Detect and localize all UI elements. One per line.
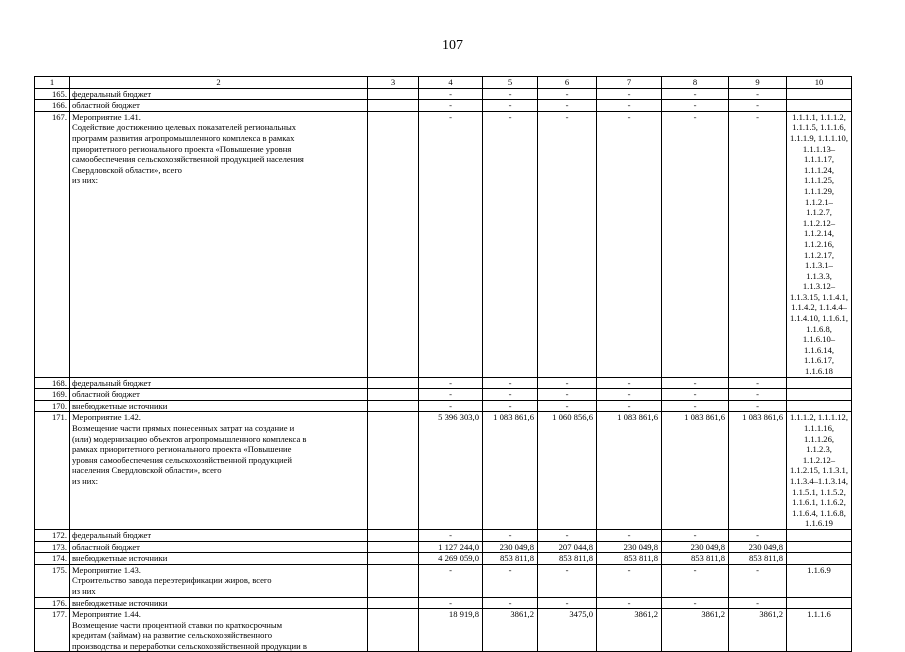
- cell-col-6: 853 811,8: [538, 553, 597, 565]
- cell-col-5: 1 083 861,6: [483, 412, 538, 530]
- row-description: федеральный бюджет: [70, 88, 368, 100]
- cell-col-9: -: [729, 100, 787, 112]
- cell-col-6: -: [538, 389, 597, 401]
- cell-col-7: -: [597, 88, 662, 100]
- cell-col-5: -: [483, 529, 538, 541]
- row-description: Мероприятие 1.43. Строительство завода переэтерификации жиров, всего из них: [70, 564, 368, 597]
- column-header: 6: [538, 77, 597, 89]
- table-row: [35, 564, 852, 597]
- cell-col-9: -: [729, 111, 787, 377]
- cell-col-9: -: [729, 529, 787, 541]
- table-header-row: [35, 77, 852, 89]
- cell-col-4: -: [419, 88, 483, 100]
- cell-col-10: 1.1.6.9: [787, 564, 852, 597]
- column-header: 2: [70, 77, 368, 89]
- cell-col-8: -: [662, 529, 729, 541]
- cell-col-8: 3861,2: [662, 609, 729, 652]
- table-row: [35, 100, 852, 112]
- table-row: [35, 377, 852, 389]
- row-number: 172.: [35, 529, 70, 541]
- cell-col-3: [368, 111, 419, 377]
- row-description: федеральный бюджет: [70, 377, 368, 389]
- cell-col-10: [787, 597, 852, 609]
- cell-col-4: -: [419, 400, 483, 412]
- table-row: [35, 412, 852, 530]
- cell-col-8: -: [662, 377, 729, 389]
- cell-col-5: -: [483, 377, 538, 389]
- cell-col-9: -: [729, 389, 787, 401]
- cell-col-9: 853 811,8: [729, 553, 787, 565]
- cell-col-5: -: [483, 389, 538, 401]
- table-row: [35, 111, 852, 377]
- cell-col-8: -: [662, 389, 729, 401]
- cell-col-8: -: [662, 597, 729, 609]
- row-number: 167.: [35, 111, 70, 377]
- cell-col-9: 1 083 861,6: [729, 412, 787, 530]
- table-row: [35, 400, 852, 412]
- cell-col-5: 3861,2: [483, 609, 538, 652]
- column-header: 9: [729, 77, 787, 89]
- column-header: 8: [662, 77, 729, 89]
- cell-col-5: 230 049,8: [483, 541, 538, 553]
- cell-col-4: 1 127 244,0: [419, 541, 483, 553]
- cell-col-8: -: [662, 111, 729, 377]
- cell-col-4: -: [419, 389, 483, 401]
- cell-col-4: -: [419, 564, 483, 597]
- table-row: [35, 88, 852, 100]
- column-header: 1: [35, 77, 70, 89]
- row-number: 174.: [35, 553, 70, 565]
- cell-col-6: -: [538, 88, 597, 100]
- cell-col-6: -: [538, 564, 597, 597]
- row-number: 165.: [35, 88, 70, 100]
- column-header: 5: [483, 77, 538, 89]
- cell-col-10: [787, 400, 852, 412]
- table-row: [35, 541, 852, 553]
- cell-col-9: -: [729, 597, 787, 609]
- row-number: 168.: [35, 377, 70, 389]
- cell-col-10: [787, 88, 852, 100]
- cell-col-10: [787, 389, 852, 401]
- cell-col-6: 207 044,8: [538, 541, 597, 553]
- row-description: внебюджетные источники: [70, 597, 368, 609]
- cell-col-4: -: [419, 529, 483, 541]
- cell-col-10: [787, 377, 852, 389]
- cell-col-7: -: [597, 400, 662, 412]
- cell-col-3: [368, 564, 419, 597]
- cell-col-3: [368, 541, 419, 553]
- cell-col-10: 1.1.1.2, 1.1.1.12, 1.1.1.16, 1.1.1.26, 1.1.2.3, 1.1.2.12– 1.1.2.15, 1.1.3.1, 1.1.3.4–1.1.3.14, 1.1.5.1, 1.1.5.2, 1.1.6.1, 1.1.6.2, 1.1.6.4, 1.1.6.8, 1.1.6.19: [787, 412, 852, 530]
- column-header: 10: [787, 77, 852, 89]
- cell-col-4: 4 269 059,0: [419, 553, 483, 565]
- cell-col-10: 1.1.1.6: [787, 609, 852, 652]
- cell-col-5: -: [483, 111, 538, 377]
- cell-col-6: -: [538, 100, 597, 112]
- cell-col-5: 853 811,8: [483, 553, 538, 565]
- cell-col-5: -: [483, 597, 538, 609]
- column-header: 7: [597, 77, 662, 89]
- cell-col-9: 3861,2: [729, 609, 787, 652]
- cell-col-10: [787, 541, 852, 553]
- cell-col-7: -: [597, 564, 662, 597]
- cell-col-6: -: [538, 377, 597, 389]
- cell-col-6: -: [538, 111, 597, 377]
- row-description: областной бюджет: [70, 541, 368, 553]
- cell-col-3: [368, 609, 419, 652]
- cell-col-9: -: [729, 377, 787, 389]
- cell-col-5: -: [483, 100, 538, 112]
- cell-col-8: -: [662, 564, 729, 597]
- cell-col-3: [368, 88, 419, 100]
- row-number: 170.: [35, 400, 70, 412]
- row-number: 177.: [35, 609, 70, 652]
- row-description: Мероприятие 1.41. Содействие достижению целевых показателей региональных программ развития агропромышленного комплекса в рамках приоритетного регионального проекта «Повышение уровня самообеспечения сельскохозяйственной продукцией населения Свердловской области», всего из них:: [70, 111, 368, 377]
- cell-col-10: [787, 529, 852, 541]
- row-description: внебюджетные источники: [70, 400, 368, 412]
- cell-col-3: [368, 100, 419, 112]
- cell-col-9: -: [729, 564, 787, 597]
- column-header: 4: [419, 77, 483, 89]
- row-number: 175.: [35, 564, 70, 597]
- cell-col-6: 1 060 856,6: [538, 412, 597, 530]
- cell-col-3: [368, 389, 419, 401]
- table-row: [35, 389, 852, 401]
- row-number: 169.: [35, 389, 70, 401]
- page-number: 107: [442, 38, 463, 53]
- cell-col-6: -: [538, 400, 597, 412]
- cell-col-9: 230 049,8: [729, 541, 787, 553]
- cell-col-3: [368, 400, 419, 412]
- row-description: областной бюджет: [70, 100, 368, 112]
- cell-col-8: 230 049,8: [662, 541, 729, 553]
- row-number: 176.: [35, 597, 70, 609]
- cell-col-10: [787, 553, 852, 565]
- cell-col-3: [368, 553, 419, 565]
- table-row: [35, 597, 852, 609]
- cell-col-7: -: [597, 377, 662, 389]
- row-number: 173.: [35, 541, 70, 553]
- cell-col-7: -: [597, 111, 662, 377]
- table-row: [35, 529, 852, 541]
- row-number: 171.: [35, 412, 70, 530]
- cell-col-10: 1.1.1.1, 1.1.1.2, 1.1.1.5, 1.1.1.6, 1.1.1.9, 1.1.1.10, 1.1.1.13–1.1.1.17, 1.1.1.24, 1.1.1.25, 1.1.1.29, 1.1.2.1– 1.1.2.7, 1.1.2.12– 1.1.2.14, 1.1.2.16, 1.1.2.17, 1.1.3.1– 1.1.3.3, 1.1.3.12– 1.1.3.15, 1.1.4.1, 1.1.4.2, 1.1.4.4– 1.1.4.10, 1.1.6.1, 1.1.6.8, 1.1.6.10– 1.1.6.14, 1.1.6.17, 1.1.6.18: [787, 111, 852, 377]
- cell-col-8: 1 083 861,6: [662, 412, 729, 530]
- table-row: [35, 553, 852, 565]
- cell-col-5: -: [483, 400, 538, 412]
- cell-col-7: 1 083 861,6: [597, 412, 662, 530]
- cell-col-5: -: [483, 88, 538, 100]
- cell-col-4: -: [419, 111, 483, 377]
- column-header: 3: [368, 77, 419, 89]
- cell-col-5: -: [483, 564, 538, 597]
- cell-col-6: -: [538, 529, 597, 541]
- cell-col-4: 18 919,8: [419, 609, 483, 652]
- cell-col-7: -: [597, 529, 662, 541]
- cell-col-7: -: [597, 389, 662, 401]
- row-description: Мероприятие 1.44. Возмещение части процентной ставки по краткосрочным кредитам (займам) на развитие сельскохозяйственного производства и переработки сельскохозяйственной продукции в: [70, 609, 368, 652]
- row-number: 166.: [35, 100, 70, 112]
- row-description: федеральный бюджет: [70, 529, 368, 541]
- cell-col-4: -: [419, 377, 483, 389]
- cell-col-4: 5 396 303,0: [419, 412, 483, 530]
- row-description: внебюджетные источники: [70, 553, 368, 565]
- cell-col-3: [368, 377, 419, 389]
- cell-col-7: 3861,2: [597, 609, 662, 652]
- row-description: областной бюджет: [70, 389, 368, 401]
- cell-col-7: 853 811,8: [597, 553, 662, 565]
- cell-col-7: -: [597, 597, 662, 609]
- cell-col-10: [787, 100, 852, 112]
- cell-col-4: -: [419, 597, 483, 609]
- cell-col-7: 230 049,8: [597, 541, 662, 553]
- cell-col-6: -: [538, 597, 597, 609]
- cell-col-6: 3475,0: [538, 609, 597, 652]
- budget-table: [34, 76, 852, 652]
- row-description: Мероприятие 1.42. Возмещение части прямых понесенных затрат на создание и (или) модернизацию объектов агропромышленного комплекса в рамках приоритетного регионального проекта «Повышение уровня самообеспечения сельскохозяйственной продукцией населения Свердловской области», всего из них:: [70, 412, 368, 530]
- cell-col-8: -: [662, 100, 729, 112]
- cell-col-7: -: [597, 100, 662, 112]
- cell-col-8: -: [662, 88, 729, 100]
- cell-col-3: [368, 412, 419, 530]
- cell-col-8: 853 811,8: [662, 553, 729, 565]
- cell-col-3: [368, 529, 419, 541]
- cell-col-8: -: [662, 400, 729, 412]
- cell-col-9: -: [729, 88, 787, 100]
- table-row: [35, 609, 852, 652]
- cell-col-9: -: [729, 400, 787, 412]
- cell-col-3: [368, 597, 419, 609]
- cell-col-4: -: [419, 100, 483, 112]
